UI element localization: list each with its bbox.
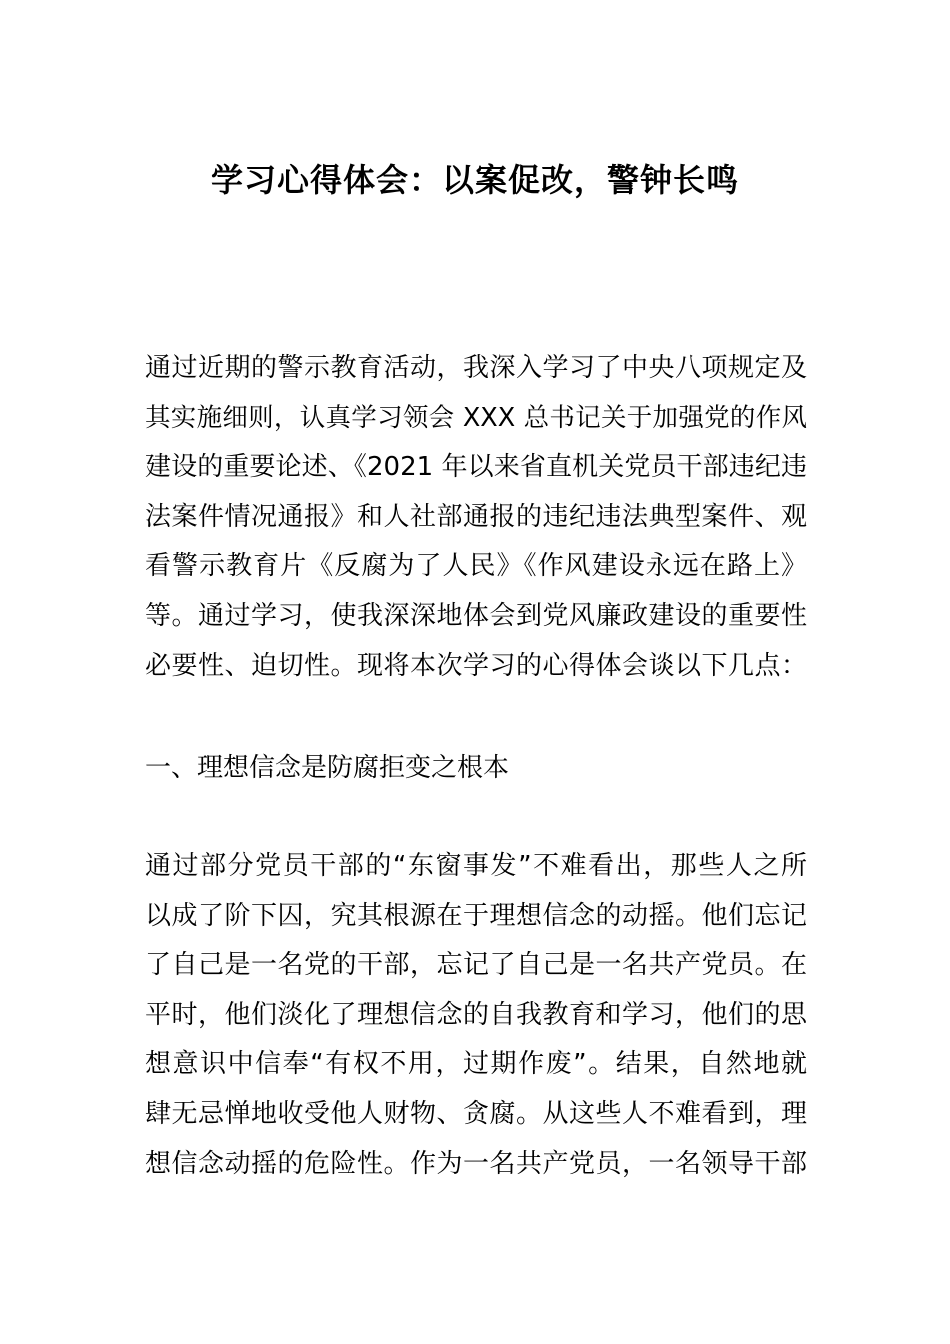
section1-line-2: 以成了阶下囚，究其根源在于理想信念的动摇。他们忘记 [145, 900, 807, 931]
intro-line-6: 等。通过学习，使我深深地体会到党风廉政建设的重要性 [145, 600, 807, 631]
section1-paragraph [145, 842, 807, 1189]
section1-line-3: 了自己是一名党的干部，忘记了自己是一名共产党员。在 [145, 950, 807, 981]
intro-line-5: 看警示教育片《反腐为了人民》《作风建设永远在路上》 [145, 551, 807, 582]
intro-line-7: 必要性、迫切性。现将本次学习的心得体会谈以下几点： [145, 650, 807, 681]
section1-line-5: 想意识中信奉“有权不用，过期作废”。结果，自然地就 [145, 1049, 807, 1080]
intro-line-4: 法案件情况通报》和人社部通报的违纪违法典型案件、观 [145, 501, 807, 532]
document-title: 学习心得体会：以案促改，警钟长鸣 [210, 161, 739, 199]
intro-line-3: 建设的重要论述、《2021 年以来省直机关党员干部违纪违 [145, 452, 807, 483]
intro-paragraph [145, 344, 807, 691]
intro-line-2: 其实施细则，认真学习领会 XXX 总书记关于加强党的作风 [145, 402, 807, 433]
section1-line-1: 通过部分党员干部的“东窗事发”不难看出，那些人之所 [145, 851, 807, 881]
section1-line-6: 肆无忌惮地收受他人财物、贪腐。从这些人不难看到，理 [145, 1098, 807, 1129]
section-heading-1: 一、理想信念是防腐拒变之根本 [145, 753, 510, 783]
section1-line-7: 想信念动摇的危险性。作为一名共产党员，一名领导干部 [145, 1148, 807, 1179]
intro-line-1: 通过近期的警示教育活动，我深入学习了中央八项规定及 [145, 353, 807, 383]
section1-line-4: 平时，他们淡化了理想信念的自我教育和学习，他们的思 [145, 999, 807, 1030]
